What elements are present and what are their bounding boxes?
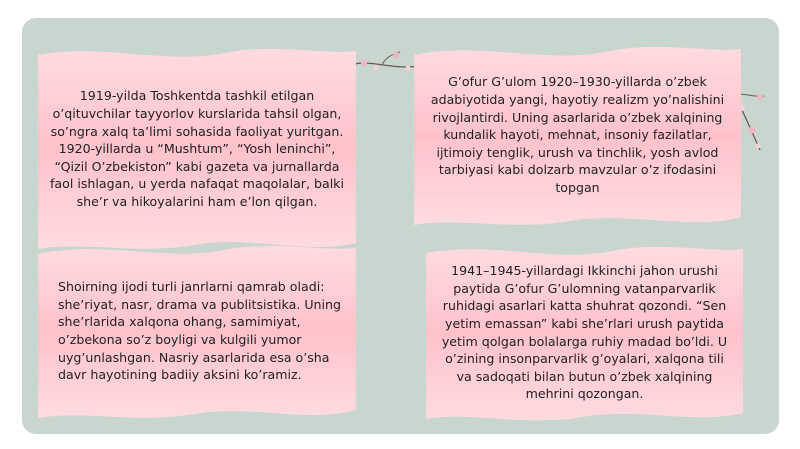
- card-text: 1919-yilda Toshkentda tashkil etilgan o’qituvchilar tayyorlov kurslarida tahsil olgan, so’ngra xalq ta’limi sohasida faoliyat yuritgan. 1920-yillarda u “Mushtum”, “Yosh leninchi”, “Qizil O’zbekiston” kabi gazeta va jurnallarda faol ishlagan, u yerda nafaqat maqolalar, balki she’r va hikoyalarini ham e’lon qilgan.: [50, 88, 344, 209]
- info-card-3: [34, 240, 360, 422]
- slide: [22, 18, 779, 434]
- card-text: G’ofur G’ulom 1920–1930-yillarda o’zbek adabiyotida yangi, hayotiy realizm yo’nalishini rivojlantirdi. Uning asarlarida o’zbek xalqining kundalik hayoti, mehnat, insoniy fazilatlar, ijtimoiy tenglik, urush va tinchlik, yosh avlod tarbiyasi kabi dolzarb mavzular o’z ifodasini topgan: [430, 74, 725, 195]
- info-card-1: [34, 45, 360, 253]
- info-card-4: [422, 241, 747, 424]
- info-card-2: [410, 41, 745, 229]
- card-text: 1941–1945-yillardagi Ikkinchi jahon urushi paytida G’ofur G’ulomning vatanparvarlik ruhidagi asarlari katta shuhrat qozondi. “Sen yetim emassan” kabi she’rlari urush paytida yetim qolgan bolalarga ruhiy madad bo’ldi. U o’zining insonparvarlik g’oyalari, xalqona tili va sadoqati bilan butun o’zbek xalqining mehrini qozongan.: [441, 263, 728, 402]
- card-text: Shoirning ijodi turli janrlarni qamrab oladi: she’riyat, nasr, drama va publitsistika. Uning she’rlarida xalqona ohang, samimiyat, o’zbekona so’z boyligi va kulgili yumor uyg’unlashgan. Nasriy asarlarida esa o’sha davr hayotining badiiy aksini ko’ramiz.: [58, 279, 342, 383]
